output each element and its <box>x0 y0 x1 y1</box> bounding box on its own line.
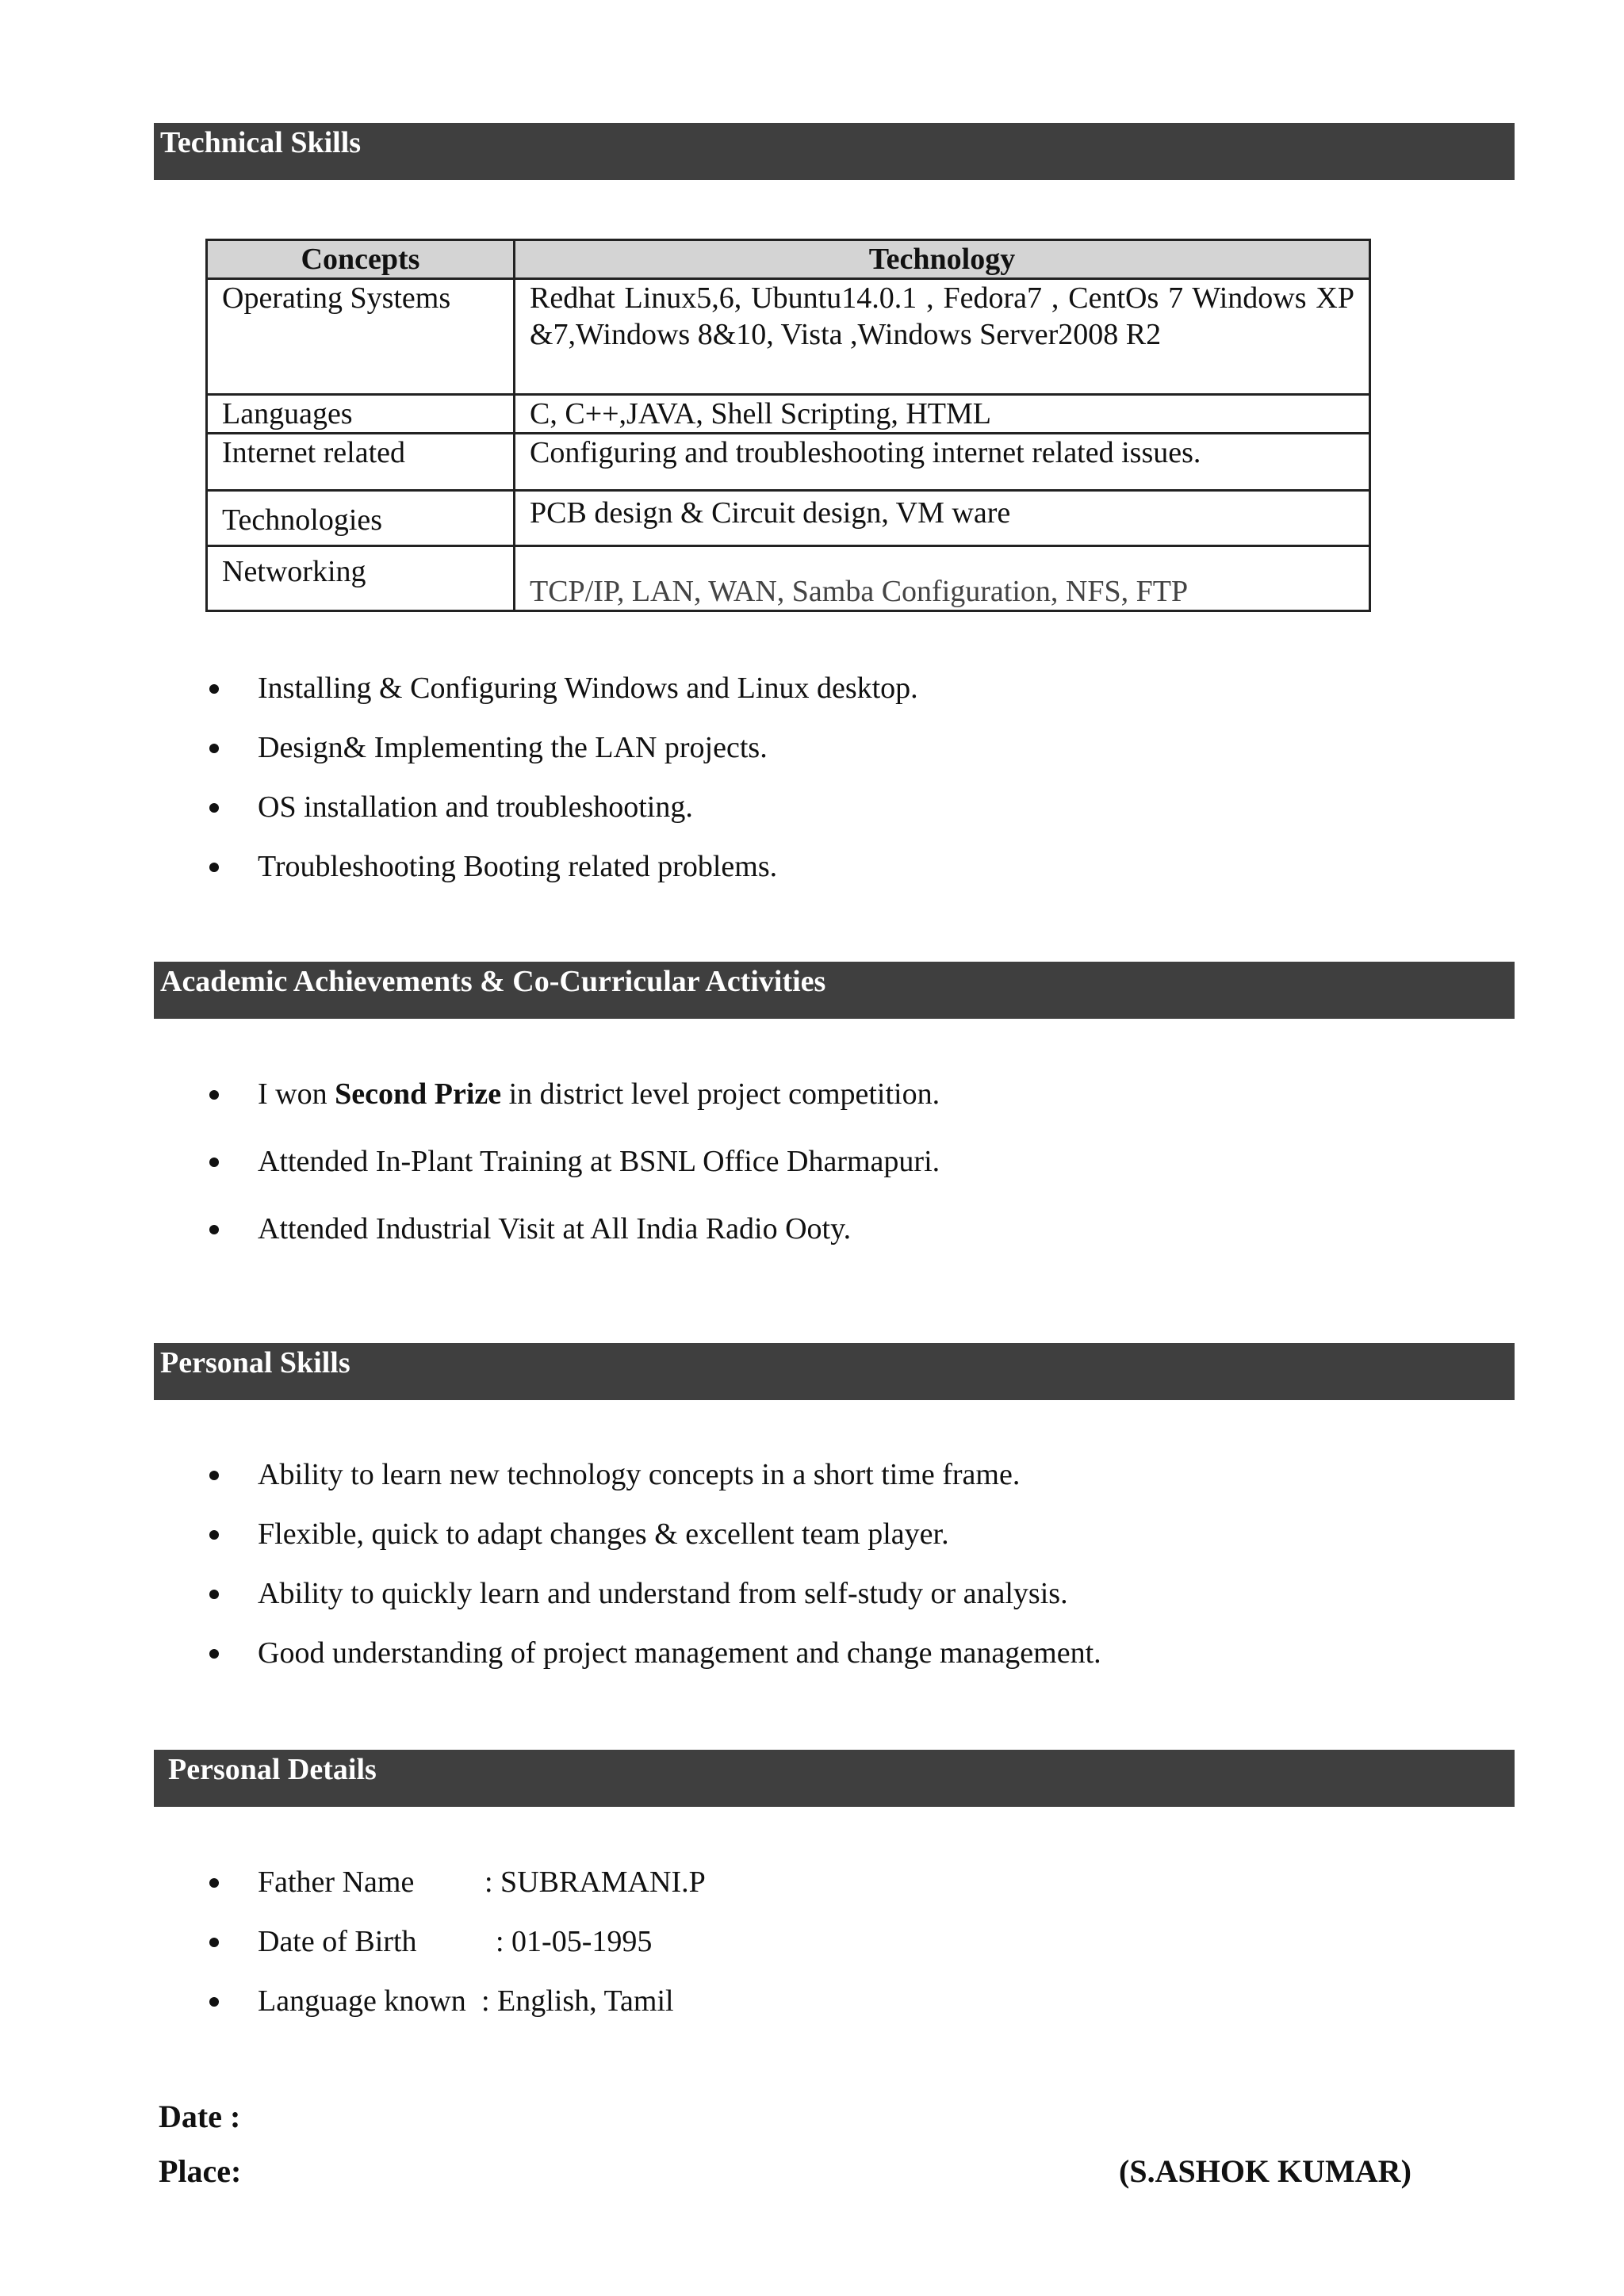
personal-skills-list <box>205 1457 1101 1695</box>
detail-label: Language known <box>258 1984 466 2018</box>
list-item <box>205 1984 706 2019</box>
bullet-icon <box>209 1878 219 1888</box>
list-item-text: Ability to quickly learn and understand from self-study or analysis. <box>258 1577 1068 1610</box>
detail-label: Father Name <box>258 1866 415 1899</box>
technology-cell: TCP/IP, LAN, WAN, Samba Configuration, NFS, FTP <box>515 546 1370 611</box>
bullet-icon <box>209 1997 219 2007</box>
list-item <box>205 730 918 765</box>
technology-cell: Configuring and troubleshooting internet related issues. <box>515 434 1370 491</box>
list-item-text: Design& Implementing the LAN projects. <box>258 731 768 764</box>
technical-points-list <box>205 671 918 909</box>
list-item-text: OS installation and troubleshooting. <box>258 790 693 824</box>
technology-cell: Redhat Linux5,6, Ubuntu14.0.1 , Fedora7 , CentOs 7 Windows XP &7,Windows 8&10, Vista ,Windows Server2008 R2 <box>515 279 1370 395</box>
column-header-technology: Technology <box>515 240 1370 279</box>
bullet-icon <box>209 1225 219 1234</box>
bullet-icon <box>209 863 219 872</box>
concept-cell: Technologies <box>207 491 515 546</box>
concept-cell: Networking <box>207 546 515 611</box>
table-row <box>207 434 1370 491</box>
list-item-text: in district level project competition. <box>501 1077 940 1111</box>
list-item-text: Ability to learn new technology concepts in a short time frame. <box>258 1458 1021 1491</box>
section-header-academic <box>154 962 1515 1019</box>
list-item-text: I won <box>258 1077 335 1111</box>
bullet-icon <box>209 1158 219 1167</box>
list-item <box>205 849 918 884</box>
detail-value: : 01-05-1995 <box>496 1925 653 1958</box>
bullet-icon <box>209 1590 219 1599</box>
detail-label: Date of Birth <box>258 1925 417 1958</box>
signature-name: (S.ASHOK KUMAR) <box>1119 2153 1411 2189</box>
list-item-text: Attended Industrial Visit at All India Radio Ooty. <box>258 1212 852 1246</box>
section-header-personal-details <box>154 1750 1515 1807</box>
academic-points-list <box>205 1077 940 1279</box>
section-title: Academic Achievements & Co-Curricular Activities <box>160 965 826 998</box>
table-header-row <box>207 240 1370 279</box>
section-header-personal-skills <box>154 1343 1515 1400</box>
list-item-text: Troubleshooting Booting related problems. <box>258 850 778 883</box>
bullet-icon <box>209 1649 219 1659</box>
table-row <box>207 279 1370 395</box>
concept-cell: Internet related <box>207 434 515 491</box>
concept-cell: Languages <box>207 395 515 434</box>
bullet-icon <box>209 1530 219 1540</box>
list-item <box>205 1865 706 1900</box>
bullet-icon <box>209 1938 219 1947</box>
bullet-icon <box>209 1471 219 1480</box>
technology-cell: C, C++,JAVA, Shell Scripting, HTML <box>515 395 1370 434</box>
table-row <box>207 546 1370 611</box>
section-title: Personal Skills <box>160 1346 350 1380</box>
skills-table <box>205 239 1371 612</box>
list-item <box>205 1636 1101 1670</box>
detail-value: : SUBRAMANI.P <box>485 1866 706 1899</box>
list-item-text: Flexible, quick to adapt changes & excellent team player. <box>258 1517 949 1551</box>
list-item <box>205 1924 706 1959</box>
place-label: Place: <box>159 2153 242 2189</box>
bullet-icon <box>209 1090 219 1100</box>
list-item-text: Good understanding of project management and change management. <box>258 1636 1101 1670</box>
section-title: Technical Skills <box>160 126 362 159</box>
list-item <box>205 1077 940 1112</box>
list-item-text: Installing & Configuring Windows and Linux desktop. <box>258 672 918 705</box>
list-item <box>205 671 918 706</box>
date-label: Date : <box>159 2099 241 2134</box>
list-item <box>205 1517 1101 1552</box>
personal-details-list <box>205 1865 706 2043</box>
bullet-icon <box>209 803 219 813</box>
table-row <box>207 491 1370 546</box>
section-title: Personal Details <box>168 1753 377 1786</box>
table-row <box>207 395 1370 434</box>
list-item <box>205 790 918 825</box>
detail-value: : English, Tamil <box>481 1984 674 2018</box>
list-item-text: Attended In-Plant Training at BSNL Office Dharmapuri. <box>258 1145 940 1178</box>
prize-highlight: Second Prize <box>335 1077 502 1111</box>
list-item <box>205 1144 940 1179</box>
list-item <box>205 1576 1101 1611</box>
bullet-icon <box>209 684 219 694</box>
concept-cell: Operating Systems <box>207 279 515 395</box>
section-header-technical-skills <box>154 123 1515 180</box>
column-header-concepts: Concepts <box>207 240 515 279</box>
list-item <box>205 1211 940 1246</box>
technology-cell: PCB design & Circuit design, VM ware <box>515 491 1370 546</box>
list-item <box>205 1457 1101 1492</box>
bullet-icon <box>209 744 219 753</box>
